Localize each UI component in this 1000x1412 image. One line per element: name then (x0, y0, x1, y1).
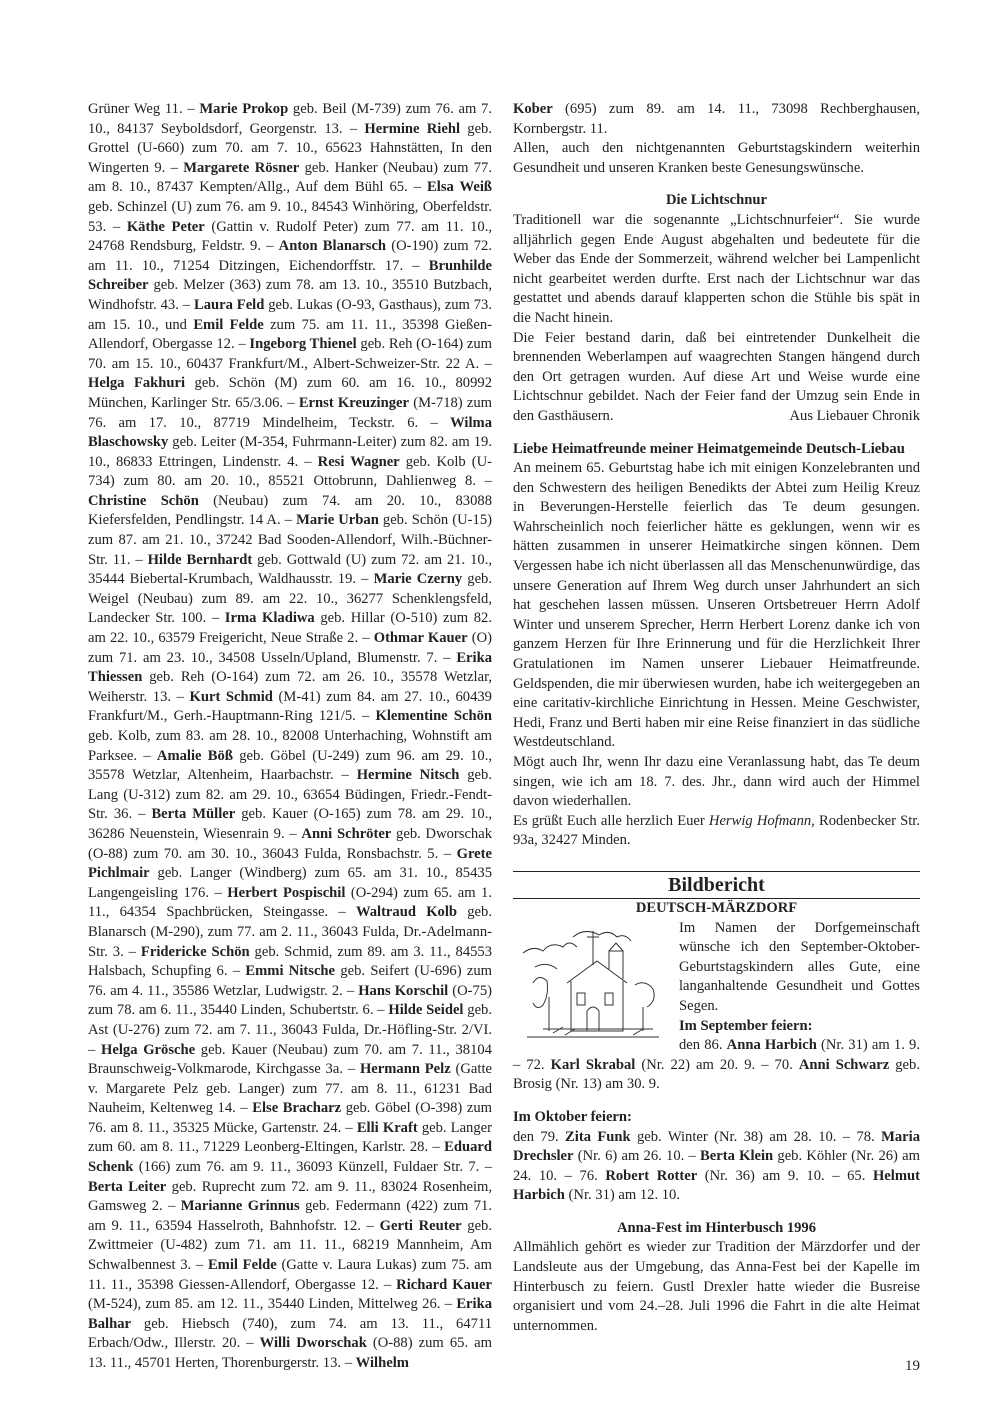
lichtschnur-text: Die Feier bestand darin, daß bei eintretender Dunkelheit die brennenden Weberlampen auf waagrechten Stangen hängend durch den Ort getragen wurden. Auf diese Art und Weise wurde eine Lichtschnur gebildet. Nach der Feier fand der Umzug sein Ende in den Gasthäusern. (513, 329, 920, 424)
page-number: 19 (905, 1358, 920, 1374)
lichtschnur-paragraph-1: Traditionell war die sogenannte „Lichtschnurfeier“. Sie wurde alljährlich gegen Ende August abgehalten und bedeutete für die Weber das Ende der Sommerzeit, während welcher bei Lampenlicht nicht gearbeitet werden durfte. Erst nach der Lichtschnur war das gestattet und abends darauf klapperten schon die Stühle bis spät in die Nacht hinein. (513, 211, 920, 326)
letter-signature: Es grüßt Euch alle herzlich Euer Herwig Hofmann, Rodenbecker Str. 93a, 32427 Minden. (513, 812, 920, 849)
wishes-paragraph: Allen, auch den nichtgenannten Geburtstagskindern weiterhin Gesundheit und unseren Kranken beste Genesungswünsche. (513, 140, 920, 176)
village-heading: DEUTSCH-MÄRZDORF (635, 899, 798, 916)
lichtschnur-source: Aus Liebauer Chronik (789, 407, 920, 424)
annafest-paragraph: Allmählich gehört es wieder zur Tradition der Märzdorfer und der Landsleute aus der Umgebung, das Anna-Fest bei der Kapelle im Hinterbusch zu feiern. Gustl Drexler hatte wieder die Busreise organisiert und vom 24.–28. Juli 1996 die Fahrt in die alte Heimat unternommen. (513, 1239, 920, 1334)
letter-paragraph-2: Mögt auch Ihr, wenn Ihr dazu eine Veranlassung habt, das Te deum singen, wie ich am 18. 7. des. Jhr., dann wird auch der Himmel davon wiederhallen. (513, 754, 920, 810)
lichtschnur-heading: Die Lichtschnur (666, 192, 767, 209)
lichtschnur-paragraph-2 (513, 329, 920, 427)
annafest-heading: Anna-Fest im Hinterbusch 1996 (616, 1219, 817, 1236)
oktober-list: den 79. Zita Funk geb. Winter (Nr. 38) am 28. 10. – 78. Maria Drechsler (Nr. 6) am 26. 10. – Berta Klein geb. Köhler (Nr. 26) am 24. 10. – 76. Robert Rotter (Nr. 36) am 9. 10. – 65. Helmut Harbich (Nr. 31) am 12. 10. (513, 1128, 920, 1204)
birthday-list: Grüner Weg 11. – Marie Prokop geb. Beil (M-739) zum 76. am 7. 10., 84137 Seyboldsdorf, Georgenstr. 13. – Hermine Riehl geb. Grottel (U-660) zum 70. am 7. 10., 65623 Hahnstätten, In den Wingerten 9. – Margarete Rösner geb. Hanker (Neubau) zum 77. am 8. 10., 87437 Kempten/Allg., Auf dem Bühl 65. – Elsa Weiß geb. Schinzel (U) zum 76. am 9. 10., 84543 Winhöring, Oberfeldstr. 53. – Käthe Peter (Gattin v. Rudolf Peter) zum 77. am 11. 10., 24768 Rendsburg, Feldstr. 9. – Anton Blanarsch (O-190) zum 72. am 11. 10., 71254 Ditzingen, Eichendorffstr. 17. – Brunhilde Schreiber geb. Melzer (363) zum 78. am 13. 10., 35510 Butzbach, Windhofstr. 43. – Laura Feld geb. Lukas (O-93, Gasthaus), zum 73. am 15. 10., und Emil Felde zum 75. am 11. 11., 35398 Gießen-Allendorf, Obergasse 12. – Ingeborg Thienel geb. Reh (O-164) zum 70. am 15. 10., 60437 Frankfurt/M., Albert-Schweizer-Str. 22 A. – Helga Fakhuri geb. Schön (M) zum 60. am 16. 10., 80992 München, Karlinger Str. 65/3.06. – Ernst Kreuzinger (M-718) zum 76. am 17. 10., 87719 Mindelheim, Teckstr. 6. – Wilma Blaschowsky geb. Leiter (M-354, Fuhrmann-Leiter) zum 82. am 19. 10., 86833 Ettringen, Lindenstr. 4. – Resi Wagner geb. Kolb (U-734) zum 80. am 20. 10., 85521 Ottobrunn, Dahlienweg 8. – Christine Schön (Neubau) zum 74. am 20. 10., 83088 Kiefersfelden, Pendlingstr. 14 A. – Marie Urban geb. Schön (U-15) zum 87. am 21. 10., 37242 Bad Sooden-Allendorf, Wilh.-Büchner-Str. 11. – Hilde Bernhardt geb. Gottwald (U) zum 72. am 21. 10., 35444 Biebertal-Krumbach, Waldhausstr. 19. – Marie Czerny geb. Weigel (Neubau) zum 89. am 22. 10., 36277 Schenklengsfeld, Landecker Str. 100. – Irma Kladiwa geb. Hillar (O-510) zum 82. am 22. 10., 63579 Freigericht, Neue Straße 2. – Othmar Kauer (O) zum 71. am 23. 10., 34508 Usseln/Upland, Blumenstr. 7. – Erika Thiessen geb. Reh (O-164) zum 72. am 26. 10., 35578 Wetzlar, Weiherstr. 13. – Kurt Schmid (M-41) zum 84. am 27. 10., 60439 Frankfurt/M., Gerh.-Hauptmann-Ring 121/5. – Klementine Schön geb. Kolb, zum 83. am 28. 10., 82008 Unterhaching, Wohnstift am Parksee. – Amalie Böß geb. Göbel (U-249) zum 96. am 29. 10., 35578 Wetzlar, Altenheim, Haarbachstr. – Hermine Nitsch geb. Lang (U-312) zum 82. am 29. 10., 63654 Büdingen, Friedr.-Fendt-Str. 36. – Berta Müller geb. Kauer (O-165) zum 78. am 29. 10., 36286 Neuenstein, Wiesenrain 9. – Anni Schröter geb. Dworschak (O-88) zum 70. am 30. 10., 36043 Fulda, Ronsbachstr. 5. – Grete Pichlmair geb. Langer (Windberg) zum 65. am 31. 10., 85435 Langengeisling 176. – Herbert Pospischil (O-294) zum 65. am 1. 11., 64354 Spachbrücken, Steingasse. – Waltraud Kolb geb. Blanarsch (M-290), zum 77. am 2. 11., 36043 Fulda, Dr.-Adelmann-Str. 3. – Fridericke Schön geb. Schmid, zum 89. am 3. 11., 84553 Halsbach, Schupfing 6. – Emmi Nitsche geb. Seifert (U-696) zum 76. am 4. 11., 35586 Wetzlar, Ludwigstr. 2. – Hans Korschil (O-75) zum 78. am 6. 11., 35440 Linden, Schubertstr. 6. – Hilde Seidel geb. Ast (U-276) zum 72. am 7. 11., 36043 Fulda, Dr.-Höfling-Str. 2/VI. – Helga Grösche geb. Kauer (Neubau) zum 70. am 7. 11., 38104 Braunschweig-Volkmarode, Kirchgasse 3a. – Hermann Pelz (Gatte v. Margarete Pelz geb. Langer) zum 77. am 8. 11., 61231 Bad Nauheim, Keltenweg 14. – Else Bracharz geb. Göbel (O-398) zum 76. am 8. 11., 35325 Mücke, Gartenstr. 24. – Elli Kraft geb. Langer zum 60. am 8. 11., 71229 Leonberg-Eltingen, Karlstr. 28. – Eduard Schenk (166) zum 76. am 9. 11., 36093 Künzell, Fuldaer Str. 7. – Berta Leiter geb. Ruprecht zum 72. am 9. 11., 83024 Rosenheim, Gamsweg 2. – Marianne Grinnus geb. Federmann (422) zum 71. am 9. 11., 63594 Hasselroth, Bahnhofstr. 12. – Gerti Reuter geb. Zwittmeier (U-482) zum 71. am 11. 11., 68219 Mannheim, Am Schwalbennest 3. – Emil Felde (Gatte v. Laura Lukas) zum 75. am 11. 11., 35398 Giessen-Allendorf, Obergasse 12. – Richard Kauer (M-524), zum 85. am 12. 11., 35440 Linden, Mittelweg 26. – Erika Balhar geb. Hiebsch (740), zum 74. am 13. 11., 64711 Erbach/Odw., Illerstr. 20. – Willi Dworschak (O-88) zum 65. am 13. 11., 45701 Herten, Thorenburgerstr. 13. – Wilhelm (88, 101, 493, 1371)
letter-paragraph-1: An meinem 65. Geburtstag habe ich mit einigen Konzelebranten und den Schwestern des heiligen Benedikts der Abtei zum Heilig Kreuz in Beverungen-Herstelle feierlich das Te deum gesungen. Wahrscheinlich noch feierlicher hätte es geklungen, wenn wir es hätten zusammen in unserer Heimatkirche singen können. Dem Vergessen habe ich nicht überlassen all das Menschenunwürdige, das unsere Generation auf Ihrem Weg durch unser Jahrhundert an sich hat geschehen lassen müssen. Unseren Ortsbetreuer Herrn Adolf Winter und unserem Sprecher, Herrn Herbert Lorenz danke ich von ganzem Herzen für Ihre Erinnerung und für die Herzlichkeit Ihrer Gratulationen im Namen unserer Liebauer Heimatfreunde. Geldspenden, die mir überwiesen wurden, habe ich weitergegeben an eine caritativ-kirchliche Einrichtung in Hessen. Meine Geschwister, Hedi, Franz und Berti haben mir eine Reise finanziert in das südliche Westdeutschland. (513, 460, 920, 751)
right-column (513, 100, 920, 1336)
left-column (88, 100, 492, 1374)
birthday-list-continuation: Kober (695) zum 89. am 14. 11., 73098 Rechberghausen, Kornbergstr. 11. (513, 101, 920, 137)
oktober-heading: Im Oktober feiern: (513, 1108, 632, 1125)
september-list: den 86. Anna Harbich (Nr. 31) am 1. 9. – 72. Karl Skrabal (Nr. 22) am 20. 9. – 70. Anni Schwarz geb. Brosig (Nr. 13) am 30. 9. (513, 1037, 920, 1093)
bildbericht-banner (513, 871, 920, 899)
bildbericht-heading: Bildbericht (668, 873, 765, 896)
village-intro: Im Namen der Dorfgemeinschaft wünsche ich den September-Oktober-Geburtstagskindern alles Gute, eine langanhaltende Gesundheit und Gottes Segen. (679, 919, 920, 1014)
chapel-sketch-illustration (513, 923, 671, 1047)
letter-heading: Liebe Heimatfreunde meiner Heimatgemeinde Deutsch-Liebau (513, 440, 905, 457)
september-heading: Im September feiern: (679, 1017, 813, 1034)
